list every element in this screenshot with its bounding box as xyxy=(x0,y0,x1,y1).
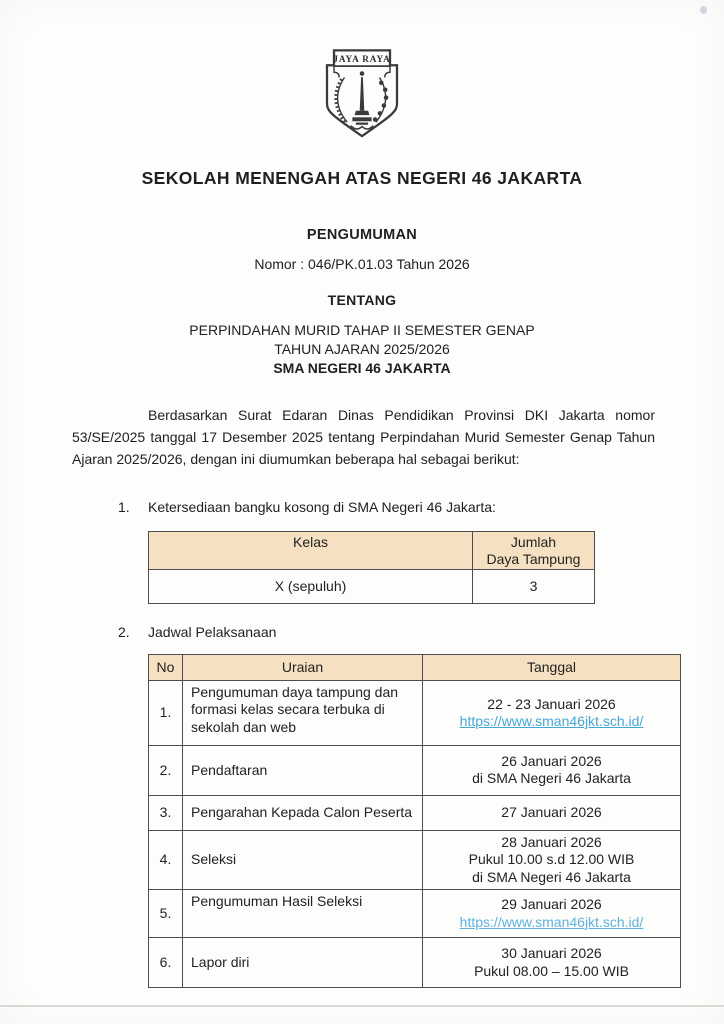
schedule-row-4-uraian: Seleksi xyxy=(183,830,423,889)
schedule-row-5-uraian: Pengumuman Hasil Seleksi xyxy=(183,890,423,938)
capacity-cell-jumlah: 3 xyxy=(473,569,595,603)
schedule-table-header-row xyxy=(149,654,681,680)
school-website-link[interactable]: https://www.sman46jkt.sch.id/ xyxy=(459,913,644,930)
subject-line-2: TAHUN AJARAN 2025/2026 xyxy=(274,340,450,357)
schedule-header-tanggal: Tanggal xyxy=(423,654,681,680)
school-name-title: SEKOLAH MENENGAH ATAS NEGERI 46 JAKARTA xyxy=(141,168,583,188)
jaya-raya-emblem-icon xyxy=(318,46,406,144)
scan-speck-artifact xyxy=(700,6,707,14)
schedule-row-5-no: 5. xyxy=(149,890,183,938)
schedule-row-4-tanggal: 28 Januari 2026 Pukul 10.00 s.d 12.00 WIB di SMA Negeri 46 Jakarta xyxy=(423,830,681,889)
list-item-1-number: 1. xyxy=(118,498,130,515)
schedule-row-3-uraian: Pengarahan Kepada Calon Peserta xyxy=(183,795,423,830)
list-item-2-number: 2. xyxy=(118,623,130,640)
schedule-table xyxy=(148,654,681,988)
schedule-row-1 xyxy=(149,680,681,745)
scan-edge-artifact xyxy=(0,1005,724,1007)
list-item-2-text: Jadwal Pelaksanaan xyxy=(148,623,277,640)
document-number: Nomor : 046/PK.01.03 Tahun 2026 xyxy=(254,256,470,272)
subject-block xyxy=(0,321,724,378)
schedule-row-5 xyxy=(149,890,681,938)
list-item-2 xyxy=(72,623,655,641)
capacity-header-kelas: Kelas xyxy=(149,532,473,570)
schedule-row-6 xyxy=(149,938,681,988)
schedule-row-2-uraian: Pendaftaran xyxy=(183,745,423,795)
tentang-heading: TENTANG xyxy=(327,292,397,308)
logo-container xyxy=(0,0,724,144)
schedule-row-4 xyxy=(149,830,681,889)
schedule-header-uraian: Uraian xyxy=(183,654,423,680)
schedule-row-2-tanggal: 26 Januari 2026 di SMA Negeri 46 Jakarta xyxy=(423,745,681,795)
schedule-row-6-uraian: Lapor diri xyxy=(183,938,423,988)
capacity-table-data-row xyxy=(149,569,595,603)
schedule-header-no: No xyxy=(149,654,183,680)
schedule-row-3-no: 3. xyxy=(149,795,183,830)
schedule-row-1-tanggal: 22 - 23 Januari 2026 https://www.sman46jkt.sch.id/ xyxy=(423,680,681,745)
schedule-row-4-no: 4. xyxy=(149,830,183,889)
announcement-heading: PENGUMUMAN xyxy=(306,227,418,243)
capacity-cell-kelas: X (sepuluh) xyxy=(149,569,473,603)
schedule-row-6-tanggal: 30 Januari 2026 Pukul 08.00 – 15.00 WIB xyxy=(423,938,681,988)
document-body xyxy=(0,404,724,988)
schedule-row-1-uraian: Pengumuman daya tampung dan formasi kelas secara terbuka di sekolah dan web xyxy=(183,680,423,745)
capacity-table-header-row xyxy=(149,532,595,570)
capacity-header-jumlah: Jumlah Daya Tampung xyxy=(473,532,595,570)
list-item-1-text: Ketersediaan bangku kosong di SMA Negeri 46 Jakarta: xyxy=(148,498,496,515)
schedule-row-2 xyxy=(149,745,681,795)
capacity-table xyxy=(148,531,595,604)
logo-banner-text: JAYA RAYA xyxy=(333,54,391,65)
monas-monument-icon xyxy=(352,71,371,124)
schedule-row-1-no: 1. xyxy=(149,680,183,745)
list-item-1 xyxy=(72,498,655,516)
school-website-link[interactable]: https://www.sman46jkt.sch.id/ xyxy=(459,712,644,729)
subject-line-3: SMA NEGERI 46 JAKARTA xyxy=(273,359,451,376)
subject-line-1: PERPINDAHAN MURID TAHAP II SEMESTER GENAP xyxy=(189,322,535,338)
schedule-row-3-tanggal: 27 Januari 2026 xyxy=(423,795,681,830)
schedule-row-6-no: 6. xyxy=(149,938,183,988)
intro-paragraph: Berdasarkan Surat Edaran Dinas Pendidikan Provinsi DKI Jakarta nomor 53/SE/2025 tanggal 17 Desember 2025 tentang Perpindahan Murid Semester Genap Tahun Ajaran 2025/2026, dengan ini diumumkan beberapa hal sebagai berikut: xyxy=(72,406,655,468)
schedule-row-5-tanggal: 29 Januari 2026 https://www.sman46jkt.sch.id/ xyxy=(423,890,681,938)
schedule-row-3 xyxy=(149,795,681,830)
schedule-row-2-no: 2. xyxy=(149,745,183,795)
